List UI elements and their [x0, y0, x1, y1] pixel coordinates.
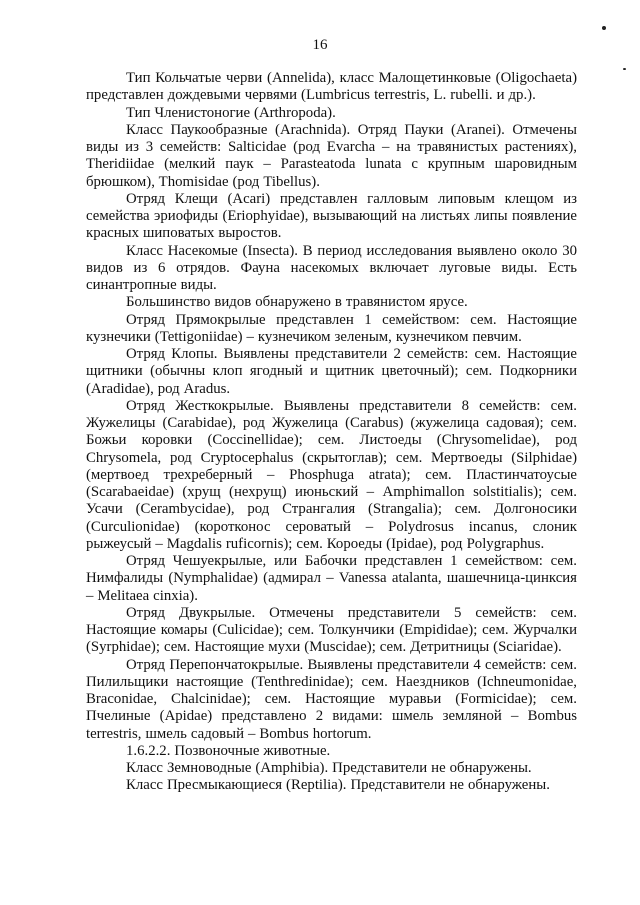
scan-speck [602, 26, 606, 30]
paragraph-reptilia: Класс Пресмыкающиеся (Reptilia). Представители не обнаружены. [126, 777, 550, 794]
paragraph-hymenoptera: Отряд Перепончатокрылые. Выявлены представители 4 семейств: сем. Пилильщики настоящие (Tenthredinidae); сем. Наездников (Ichneumonidae, Braconidae, Chalcinidae); сем. Настоящие муравьи (Formicidae); сем. Пчелиные (Apidae) представлено 2 видами: шмель земляной – Bombus terrestris, шмель садовый – Bombus hortorum. [86, 656, 577, 742]
paragraph-herb-layer: Большинство видов обнаружено в травянистом ярусе. [126, 294, 468, 311]
paragraph-acari: Отряд Клещи (Acari) представлен галловым липовым клещом из семейства эриофиды (Eriophyidae), вызывающий на листьях липы появление красных шиповатых выростов. [86, 190, 577, 242]
section-heading-vertebrates: 1.6.2.2. Позвоночные животные. [126, 742, 331, 759]
page-number: 16 [312, 37, 328, 53]
paragraph-diptera: Отряд Двукрылые. Отмечены представители 5 семейств: сем. Настоящие комары (Culicidae); сем. Толкунчики (Empididae); сем. Журчалки (Syrphidae); сем. Настоящие мухи (Muscidae); сем. Детритницы (Sciaridae). [86, 604, 577, 656]
scan-speck [623, 68, 626, 70]
paragraph-insecta: Класс Насекомые (Insecta). В период исследования выявлено около 30 видов из 6 отрядов. Фауна насекомых включает луговые виды. Есть синантропные виды. [86, 242, 577, 293]
paragraph-amphibia: Класс Земноводные (Amphibia). Представители не обнаружены. [126, 760, 532, 776]
paragraph-hemiptera: Отряд Клопы. Выявлены представители 2 семейств: сем. Настоящие щитники (обычны клоп ягодный и щитник цветочный); сем. Подкорники (Aradidae), род Aradus. [86, 346, 577, 397]
paragraph-lepidoptera: Отряд Чешуекрылые, или Бабочки представлен 1 семейством: сем. Нимфалиды (Nymphalidae) (адмирал – Vanessa atalanta, шашечница-цинксия – Melitaea cinxia). [86, 553, 577, 604]
paragraph-orthoptera: Отряд Прямокрылые представлен 1 семейством: сем. Настоящие кузнечики (Tettigoniidae) – кузнечиком зеленым, кузнечиком певчим. [86, 311, 577, 345]
paragraph-coleoptera: Отряд Жесткокрылые. Выявлены представители 8 семейств: сем. Жужелицы (Carabidae), род Жужелица (Carabus) (жужелица садовая); сем. Божьи коровки (Coccinellidae); сем. Листоеды (Chrysomelidae), род Chrysomela, род Cryptocephalus (скрытоглав); сем. Мертвоеды (Silphidae) (мертвоед трехреберный – Phosphuga atrata); сем. Пластинчатоусые (Scarabaeidae) (хрущ (нехрущ) июньский – Amphimallon solstitialis); сем. Усачи (Cerambycidae), род Странгалия (Strangalia); сем. Долгоносики (Curculionidae) (коротконос сероватый – Polydrosus incanus, слоник рыжеусый – Magdalis ruficornis); сем. Короеды (Ipidae), род Polygraphus. [86, 397, 577, 552]
paragraph-arthropoda: Тип Членистоногие (Arthropoda). [126, 104, 336, 121]
paragraph-annelida: Тип Кольчатые черви (Annelida), класс Малощетинковые (Oligochaeta) представлен дождевыми червями (Lumbricus terrestris, L. rubelli. и др.). [86, 70, 577, 104]
paragraph-arachnida: Класс Паукообразные (Arachnida). Отряд Пауки (Aranei). Отмечены виды из 3 семейств: Salticidae (род Evarcha – на травянистых растениях), Theridiidae (мелкий паук – Parasteatoda lunata с крупным шаровидным брюшком), Thomisidae (род Tibellus). [86, 121, 577, 190]
document-body [86, 70, 577, 795]
